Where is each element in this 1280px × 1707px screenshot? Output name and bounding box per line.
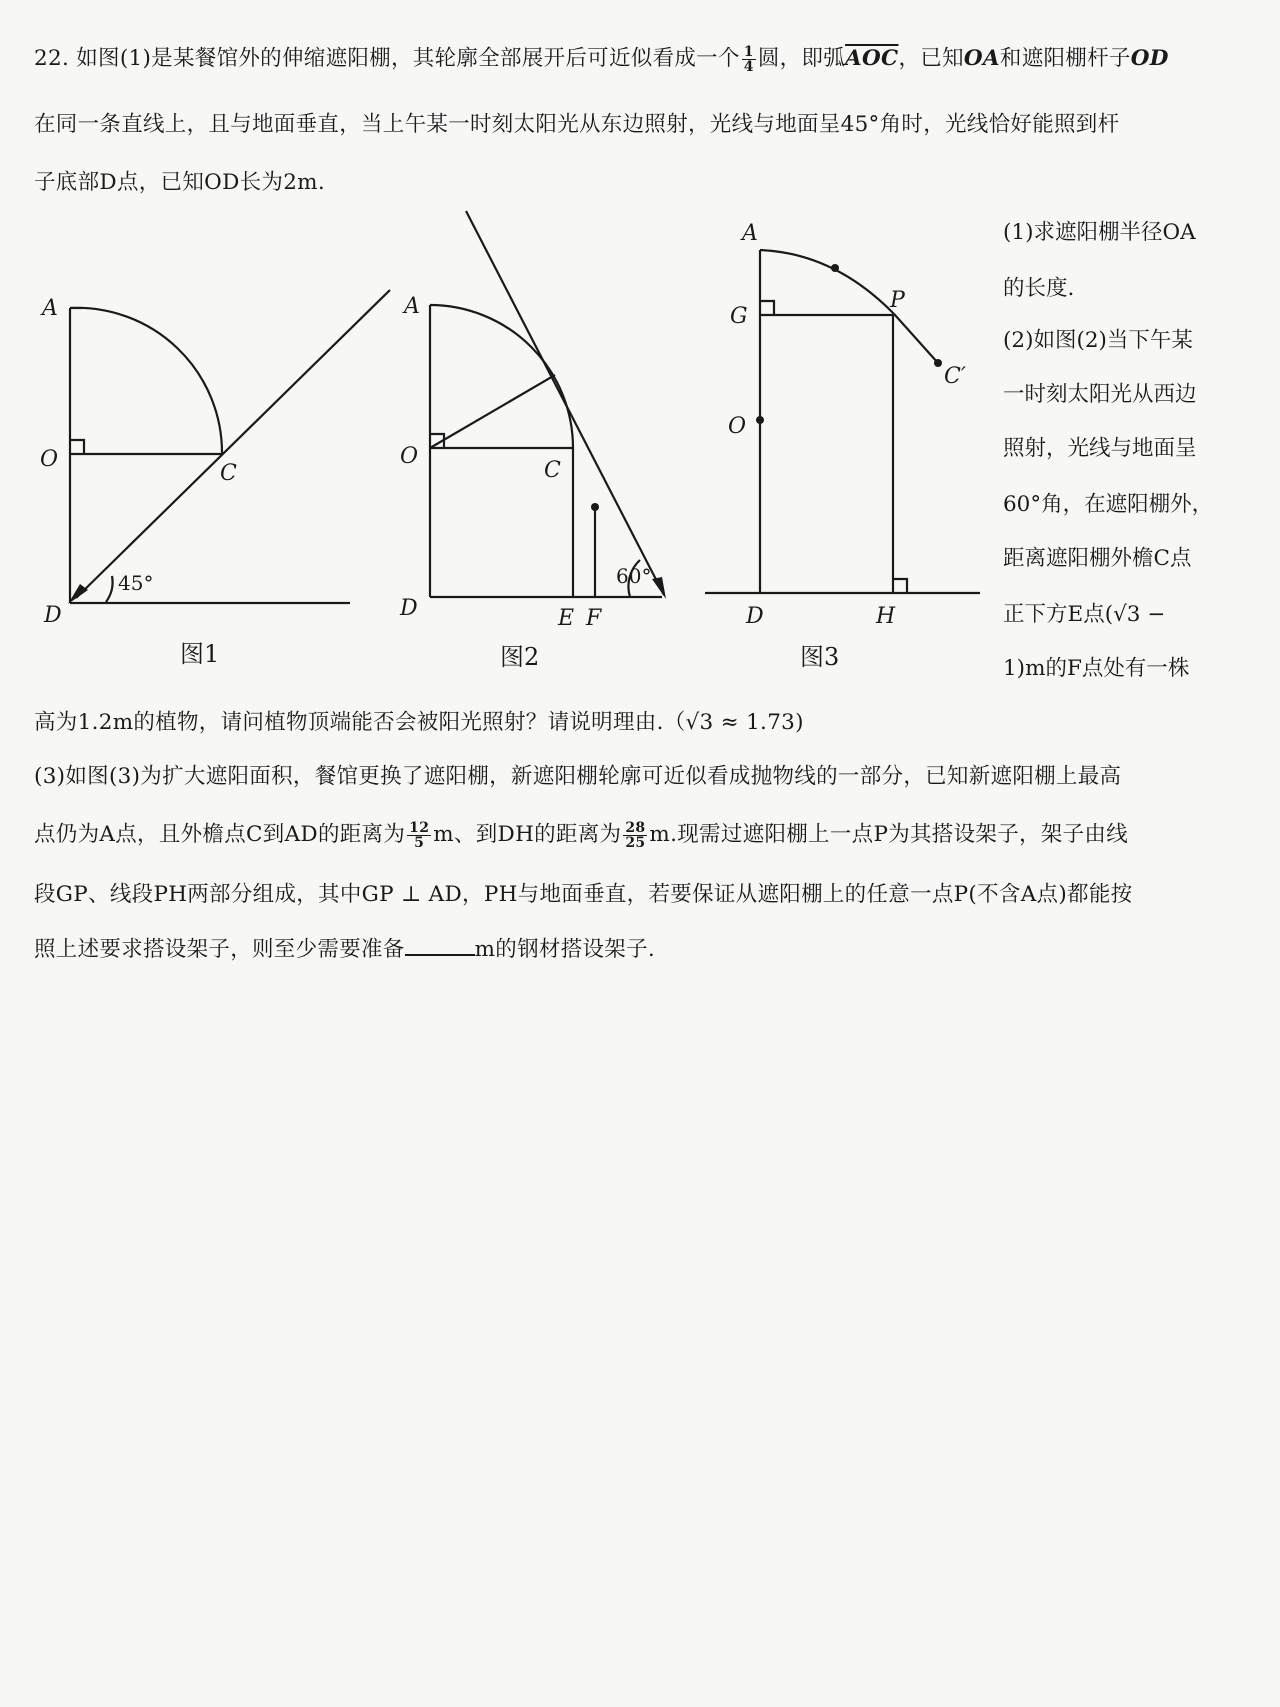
fig2-label-e: E — [558, 606, 575, 631]
problem-line-3: 子底部D点，已知OD长为2m. — [34, 170, 326, 195]
figure-2 — [390, 205, 710, 680]
segment-oa: OA — [963, 46, 1000, 71]
fig3-label-c-prime: C′ — [944, 364, 966, 389]
q3-line-4 — [34, 934, 1260, 965]
fig2-label-d: D — [400, 596, 418, 621]
fig3-point-mid — [831, 264, 839, 272]
q3-text-c: m.现需过遮阳棚上一点P为其搭设架子，架子由线 — [649, 822, 1129, 847]
fig1-label-d: D — [44, 603, 62, 628]
arc-label: $\overline{AOC}$ — [845, 46, 899, 71]
q3-text-b: m、到DH的距离为 — [433, 822, 622, 847]
fig1-angle-arc — [106, 576, 113, 602]
fig3-label-g: G — [730, 304, 748, 329]
fig2-label-f: F — [586, 606, 602, 631]
fraction-28-25: $\frac{28}{25}$ — [625, 819, 646, 851]
q3-text-d: 照上述要求搭设架子，则至少需要准备 — [34, 937, 405, 962]
q2-line-4: 60°角，在遮阳棚外， — [1003, 492, 1214, 517]
intro-text-a: 22. 如图(1)是某餐馆外的伸缩遮阳棚，其轮廓全部展开后可近似看成一个 — [34, 46, 740, 71]
q3-text-a: 点仍为A点，且外檐点C到AD的距离为 — [34, 822, 406, 847]
fig3-caption: 图3 — [800, 643, 840, 671]
q3-text-e: m的钢材搭设架子. — [474, 937, 656, 962]
fig3-point-c — [934, 359, 942, 367]
problem-line-2: 在同一条直线上，且与地面垂直，当上午某一时刻太阳光从东边照射，光线与地面呈45°角时，光线恰好能照到杆 — [34, 112, 1120, 137]
fig2-arrow-head — [652, 577, 666, 599]
answer-blank[interactable] — [405, 934, 475, 956]
fig2-label-c: C — [544, 458, 561, 483]
fraction-one-quarter: $\frac{1}{4}$ — [743, 43, 754, 75]
fig3-point-o — [756, 416, 764, 424]
intro-text-d: 和遮阳棚杆子 — [999, 46, 1131, 71]
fig2-caption: 图2 — [500, 643, 540, 671]
fig2-plant-top — [591, 503, 599, 511]
q2-line-6: 正下方E点(√3 − — [1003, 602, 1166, 627]
q2-line-7: 1)m的F点处有一株 — [1003, 656, 1190, 681]
q2-line-3: 照射，光线与地面呈 — [1003, 436, 1197, 461]
fraction-12-5: $\frac{12}{5}$ — [409, 819, 430, 851]
fig3-parabola — [760, 250, 938, 363]
intro-text-b: 圆，即弧 — [757, 46, 846, 71]
figure-3 — [700, 215, 990, 680]
q3-line-2 — [34, 820, 1260, 850]
fig3-label-h: H — [876, 604, 896, 629]
q3-line-3: 段GP、线段PH两部分组成，其中GP ⊥ AD，PH与地面垂直，若要保证从遮阳棚上的任意一点P(不含A点)都能按 — [34, 882, 1133, 907]
fig2-angle-label: 60° — [616, 564, 652, 588]
fig3-label-d: D — [746, 604, 764, 629]
fig3-label-p: P — [890, 288, 905, 313]
fig1-sun-ray — [76, 290, 390, 598]
fig1-caption: 图1 — [180, 640, 220, 668]
q2-line-5: 距离遮阳棚外檐C点 — [1003, 546, 1192, 571]
fig3-label-o: O — [728, 414, 747, 439]
fig3-label-a: A — [742, 221, 758, 246]
q2-line-2: 一时刻太阳光从西边 — [1003, 382, 1197, 407]
q1-line-2: 的长度. — [1003, 276, 1075, 301]
q1-line-1: (1)求遮阳棚半径OA — [1003, 220, 1196, 245]
fig1-label-a: A — [42, 296, 58, 321]
fig2-radius-line — [430, 375, 555, 448]
segment-od: OD — [1130, 46, 1169, 71]
q2-line-8: 高为1.2m的植物，请问植物顶端能否会被阳光照射？请说明理由.（√3 ≈ 1.73) — [34, 710, 804, 735]
fig2-label-o: O — [400, 444, 419, 469]
fig1-label-c: C — [220, 461, 237, 486]
figure-1 — [30, 280, 400, 680]
fig1-label-o: O — [40, 447, 59, 472]
fig2-label-a: A — [404, 294, 420, 319]
problem-line-1 — [34, 44, 1260, 74]
fig2-sun-ray — [466, 211, 664, 595]
q2-line-1: (2)如图(2)当下午某 — [1003, 328, 1193, 353]
fig1-arc-ac — [70, 308, 222, 454]
intro-text-c: ，已知 — [898, 46, 964, 71]
q3-line-1: (3)如图(3)为扩大遮阳面积，餐馆更换了遮阳棚，新遮阳棚轮廓可近似看成抛物线的一部分，已知新遮阳棚上最高 — [34, 764, 1122, 789]
fig1-angle-label: 45° — [118, 571, 154, 595]
